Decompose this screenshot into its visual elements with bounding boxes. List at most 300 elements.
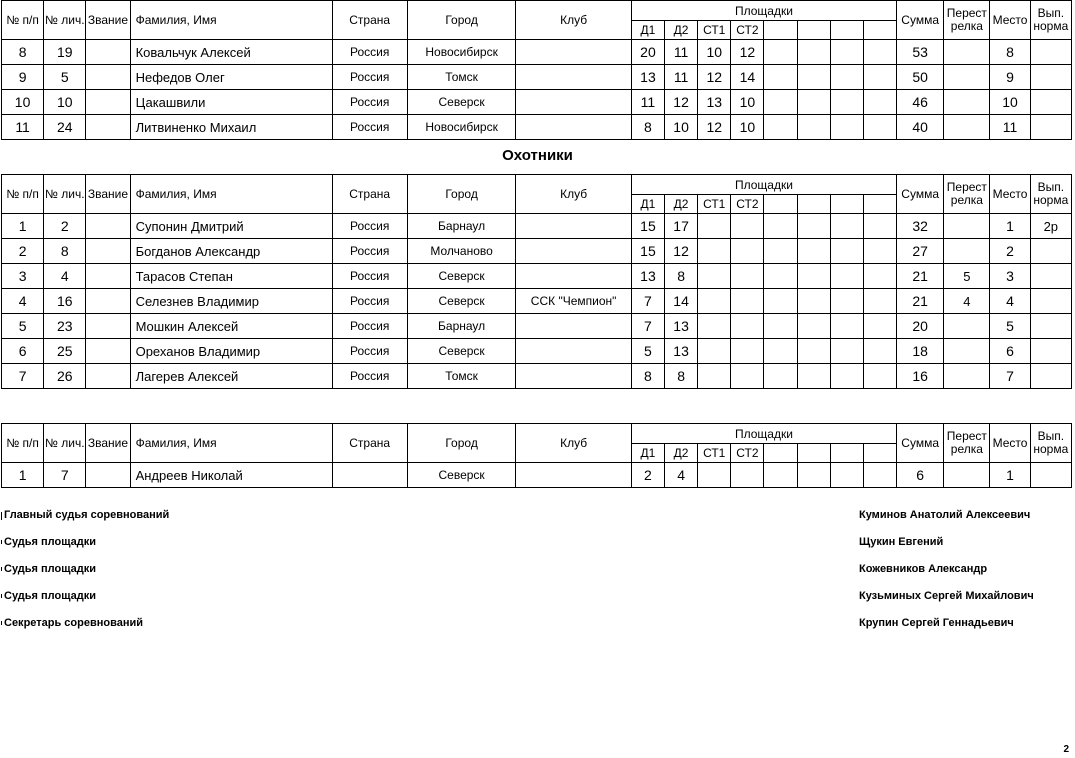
signature-role: Судья площадки [4,563,96,575]
cell-lic: 8 [44,239,86,264]
empty-platform-cell [764,444,797,463]
cell-sum: 53 [897,40,944,65]
cell-d2: 8 [665,364,698,389]
cell-norm [1030,40,1071,65]
cell-club [516,65,632,90]
cell-d1: 5 [631,339,664,364]
cell-empty [863,40,896,65]
col-st1-header: СТ1 [698,444,731,463]
col-sum-header: Сумма [897,175,944,214]
cell-name: Мошкин Алексей [130,314,332,339]
results-table-3 [1,423,1072,488]
cell-st1 [698,463,731,488]
cell-country: Россия [332,40,407,65]
cell-name: Цакашвили [130,90,332,115]
cell-rank [86,65,130,90]
cell-lic: 4 [44,264,86,289]
cell-place: 10 [990,90,1030,115]
cell-country: Россия [332,115,407,140]
cell-num: 5 [2,314,44,339]
col-rank-header: Звание [86,1,130,40]
col-name-header: Фамилия, Имя [130,175,332,214]
table-row [2,264,1072,289]
col-city-header: Город [407,175,516,214]
cell-norm [1030,115,1071,140]
cell-club [516,463,632,488]
cell-d1: 8 [631,115,664,140]
cell-sum: 6 [897,463,944,488]
cell-empty [797,239,830,264]
cell-rank [86,289,130,314]
cell-name: Супонин Дмитрий [130,214,332,239]
empty-platform-cell [830,21,863,40]
cell-d1: 20 [631,40,664,65]
cell-st2: 10 [731,115,764,140]
cell-d2: 4 [665,463,698,488]
cell-d2: 12 [665,239,698,264]
cell-st2 [731,364,764,389]
col-num-header: № п/п [2,1,44,40]
table-row [2,40,1072,65]
col-shootoff-header: Перестрелка [944,424,990,463]
cell-sum: 32 [897,214,944,239]
cell-place: 8 [990,40,1030,65]
empty-platform-cell [764,21,797,40]
results-table-2 [1,174,1072,389]
table-row [2,65,1072,90]
cell-st1: 12 [698,115,731,140]
cell-empty [797,65,830,90]
col-st1-header: СТ1 [698,21,731,40]
cell-name: Андреев Николай [130,463,332,488]
cell-place: 2 [990,239,1030,264]
cell-shootoff [944,90,990,115]
cell-empty [764,65,797,90]
signature-name: Кожевников Александр [859,563,988,575]
cell-num: 3 [2,264,44,289]
cell-st1: 12 [698,65,731,90]
cell-place: 11 [990,115,1030,140]
cell-empty [764,239,797,264]
signature-role: Главный судья соревнований [4,509,170,521]
cell-empty [863,314,896,339]
page-number: 2 [1063,744,1069,755]
cell-st1 [698,214,731,239]
cell-empty [797,289,830,314]
table-row [2,314,1072,339]
cell-club [516,115,632,140]
col-st1-header: СТ1 [698,195,731,214]
signature-name: Кузьминых Сергей Михайлович [859,590,1034,602]
cell-place: 1 [990,463,1030,488]
cell-empty [830,463,863,488]
col-club-header: Клуб [516,424,632,463]
cell-shootoff: 4 [944,289,990,314]
cell-num: 11 [2,115,44,140]
cell-club [516,40,632,65]
cell-empty [797,339,830,364]
cell-empty [797,90,830,115]
cell-lic: 19 [44,40,86,65]
cell-country: Россия [332,239,407,264]
col-platforms-header: Площадки [631,175,896,195]
cell-empty [830,40,863,65]
cell-shootoff [944,40,990,65]
cell-empty [830,115,863,140]
cell-city: Новосибирск [407,40,516,65]
cell-empty [764,339,797,364]
cell-st1 [698,239,731,264]
cell-club [516,339,632,364]
cell-norm [1030,314,1071,339]
table-row [2,339,1072,364]
cell-city: Северск [407,289,516,314]
sig-tick [1,512,2,520]
cell-empty [797,40,830,65]
cell-num: 2 [2,239,44,264]
sig-tick [1,621,2,625]
cell-empty [863,339,896,364]
table-row [2,214,1072,239]
cell-empty [797,214,830,239]
cell-lic: 7 [44,463,86,488]
table-row [2,289,1072,314]
cell-st2 [731,463,764,488]
sig-tick [1,594,2,598]
cell-d1: 8 [631,364,664,389]
cell-empty [830,289,863,314]
cell-st2 [731,289,764,314]
cell-empty [764,463,797,488]
cell-country: Россия [332,339,407,364]
cell-empty [764,364,797,389]
cell-sum: 46 [897,90,944,115]
signature-name: Крупин Сергей Геннадьевич [859,617,1014,629]
cell-empty [863,90,896,115]
col-sum-header: Сумма [897,1,944,40]
cell-norm [1030,289,1071,314]
cell-st2 [731,314,764,339]
col-country-header: Страна [332,1,407,40]
cell-empty [764,314,797,339]
cell-shootoff [944,364,990,389]
cell-rank [86,214,130,239]
cell-city: Барнаул [407,214,516,239]
cell-lic: 10 [44,90,86,115]
cell-empty [863,115,896,140]
cell-empty [863,463,896,488]
cell-d1: 7 [631,314,664,339]
cell-place: 4 [990,289,1030,314]
cell-norm [1030,463,1071,488]
cell-empty [830,264,863,289]
cell-club [516,264,632,289]
cell-name: Лагерев Алексей [130,364,332,389]
table-row [2,364,1072,389]
cell-name: Ковальчук Алексей [130,40,332,65]
cell-country: Россия [332,90,407,115]
cell-empty [830,90,863,115]
sig-tick [1,540,2,544]
col-platforms-header: Площадки [631,1,896,21]
cell-place: 7 [990,364,1030,389]
col-place-header: Место [990,1,1030,40]
cell-empty [863,239,896,264]
cell-sum: 40 [897,115,944,140]
empty-platform-cell [830,444,863,463]
col-place-header: Место [990,175,1030,214]
cell-sum: 27 [897,239,944,264]
cell-lic: 24 [44,115,86,140]
cell-empty [797,364,830,389]
cell-club [516,239,632,264]
cell-num: 6 [2,339,44,364]
cell-place: 9 [990,65,1030,90]
cell-st1: 10 [698,40,731,65]
cell-sum: 21 [897,264,944,289]
cell-num: 10 [2,90,44,115]
col-d1-header: Д1 [631,195,664,214]
col-name-header: Фамилия, Имя [130,1,332,40]
col-place-header: Место [990,424,1030,463]
cell-empty [830,314,863,339]
col-norm-header: Вып. норма [1030,175,1071,214]
cell-shootoff [944,214,990,239]
cell-st1 [698,364,731,389]
cell-empty [830,214,863,239]
cell-d1: 13 [631,65,664,90]
cell-d2: 10 [665,115,698,140]
cell-d2: 8 [665,264,698,289]
col-rank-header: Звание [86,424,130,463]
cell-sum: 16 [897,364,944,389]
cell-empty [863,364,896,389]
col-d2-header: Д2 [665,21,698,40]
col-d2-header: Д2 [665,195,698,214]
col-st2-header: СТ2 [731,21,764,40]
cell-shootoff [944,239,990,264]
cell-name: Тарасов Степан [130,264,332,289]
cell-norm: 2р [1030,214,1071,239]
cell-shootoff [944,115,990,140]
col-d2-header: Д2 [665,444,698,463]
signature-role: Секретарь соревнований [4,617,144,629]
empty-platform-cell [863,444,896,463]
signature-role: Судья площадки [4,536,96,548]
cell-city: Северск [407,339,516,364]
cell-empty [764,264,797,289]
cell-sum: 20 [897,314,944,339]
cell-sum: 18 [897,339,944,364]
cell-empty [830,65,863,90]
cell-st1 [698,314,731,339]
cell-name: Литвиненко Михаил [130,115,332,140]
empty-platform-cell [764,195,797,214]
col-country-header: Страна [332,424,407,463]
cell-country: Россия [332,314,407,339]
cell-name: Ореханов Владимир [130,339,332,364]
col-shootoff-header: Перестрелка [944,1,990,40]
cell-st2: 12 [731,40,764,65]
cell-d2: 14 [665,289,698,314]
table-row [2,115,1072,140]
cell-d1: 11 [631,90,664,115]
col-num-header: № п/п [2,175,44,214]
col-d1-header: Д1 [631,21,664,40]
cell-empty [797,115,830,140]
signature-name: Куминов Анатолий Алексеевич [859,509,1031,521]
cell-d2: 13 [665,314,698,339]
cell-num: 8 [2,40,44,65]
cell-num: 1 [2,214,44,239]
cell-st2 [731,214,764,239]
cell-shootoff [944,339,990,364]
cell-num: 7 [2,364,44,389]
cell-empty [764,289,797,314]
col-rank-header: Звание [86,175,130,214]
cell-shootoff [944,463,990,488]
cell-st1: 13 [698,90,731,115]
cell-sum: 50 [897,65,944,90]
cell-place: 5 [990,314,1030,339]
results-table-1 [1,0,1072,140]
col-name-header: Фамилия, Имя [130,424,332,463]
cell-lic: 26 [44,364,86,389]
cell-d2: 17 [665,214,698,239]
cell-st1 [698,264,731,289]
cell-city: Томск [407,65,516,90]
cell-empty [764,115,797,140]
cell-d1: 13 [631,264,664,289]
cell-d1: 7 [631,289,664,314]
cell-place: 3 [990,264,1030,289]
cell-city: Северск [407,90,516,115]
cell-club [516,90,632,115]
col-city-header: Город [407,1,516,40]
cell-shootoff [944,65,990,90]
col-st2-header: СТ2 [731,195,764,214]
cell-empty [863,289,896,314]
cell-d2: 11 [665,65,698,90]
cell-rank [86,40,130,65]
cell-lic: 2 [44,214,86,239]
cell-d2: 12 [665,90,698,115]
cell-empty [830,239,863,264]
cell-country: Россия [332,214,407,239]
cell-lic: 25 [44,339,86,364]
cell-place: 6 [990,339,1030,364]
cell-city: Северск [407,463,516,488]
section-title: Охотники [502,147,573,164]
empty-platform-cell [797,21,830,40]
cell-lic: 16 [44,289,86,314]
cell-norm [1030,339,1071,364]
cell-empty [797,264,830,289]
col-norm-header: Вып. норма [1030,424,1071,463]
col-st2-header: СТ2 [731,444,764,463]
cell-country: Россия [332,65,407,90]
cell-st2 [731,264,764,289]
cell-lic: 23 [44,314,86,339]
cell-name: Богданов Александр [130,239,332,264]
cell-empty [764,40,797,65]
signature-name: Щукин Евгений [859,536,944,548]
cell-st2 [731,339,764,364]
cell-city: Новосибирск [407,115,516,140]
table-row [2,90,1072,115]
empty-platform-cell [863,195,896,214]
col-shootoff-header: Перестрелка [944,175,990,214]
cell-num: 4 [2,289,44,314]
cell-club [516,314,632,339]
col-country-header: Страна [332,175,407,214]
col-num-header: № п/п [2,424,44,463]
col-d1-header: Д1 [631,444,664,463]
cell-rank [86,364,130,389]
sig-tick [1,567,2,571]
col-platforms-header: Площадки [631,424,896,444]
signature-role: Судья площадки [4,590,96,602]
empty-platform-cell [830,195,863,214]
col-city-header: Город [407,424,516,463]
col-club-header: Клуб [516,1,632,40]
cell-club: ССК "Чемпион" [516,289,632,314]
cell-rank [86,314,130,339]
cell-name: Нефедов Олег [130,65,332,90]
cell-empty [764,214,797,239]
col-lic-header: № лич. [44,175,86,214]
col-sum-header: Сумма [897,424,944,463]
cell-empty [830,339,863,364]
cell-empty [863,214,896,239]
cell-city: Молчаново [407,239,516,264]
cell-rank [86,239,130,264]
cell-name: Селезнев Владимир [130,289,332,314]
cell-num: 1 [2,463,44,488]
col-norm-header: Вып. норма [1030,1,1071,40]
cell-empty [830,364,863,389]
cell-st2: 14 [731,65,764,90]
cell-empty [764,90,797,115]
cell-num: 9 [2,65,44,90]
cell-st1 [698,289,731,314]
cell-norm [1030,65,1071,90]
col-club-header: Клуб [516,175,632,214]
cell-place: 1 [990,214,1030,239]
cell-rank [86,90,130,115]
cell-st1 [698,339,731,364]
cell-norm [1030,264,1071,289]
cell-rank [86,115,130,140]
cell-empty [797,314,830,339]
table-row [2,239,1072,264]
cell-d1: 15 [631,214,664,239]
empty-platform-cell [863,21,896,40]
cell-norm [1030,364,1071,389]
cell-rank [86,339,130,364]
cell-shootoff: 5 [944,264,990,289]
cell-shootoff [944,314,990,339]
col-lic-header: № лич. [44,424,86,463]
cell-d1: 2 [631,463,664,488]
cell-empty [797,463,830,488]
cell-club [516,364,632,389]
cell-empty [863,264,896,289]
cell-country [332,463,407,488]
cell-city: Барнаул [407,314,516,339]
cell-rank [86,264,130,289]
cell-rank [86,463,130,488]
